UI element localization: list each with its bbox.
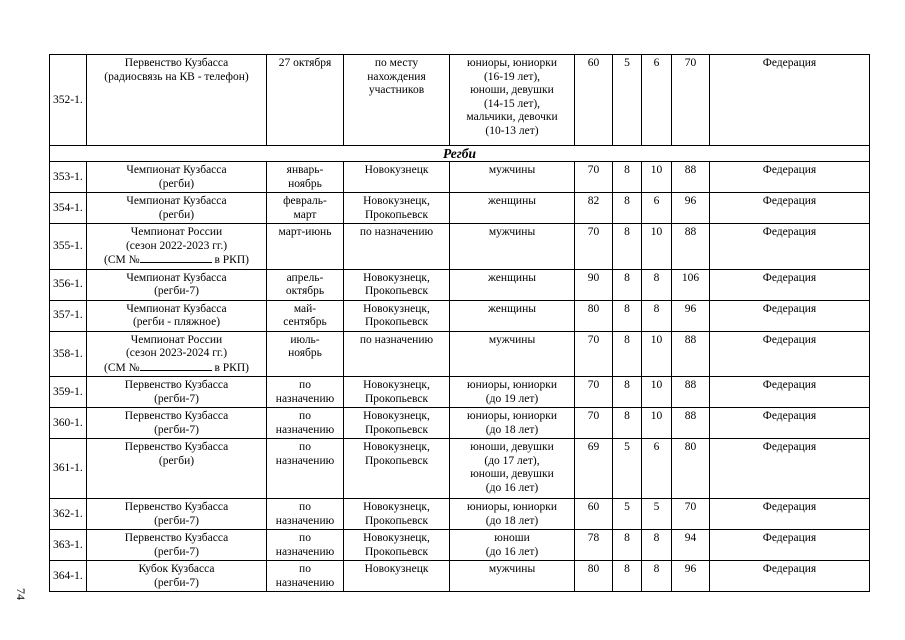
count-sum-cell: 88: [672, 162, 710, 193]
table-row: [50, 162, 870, 193]
event-place-cell: Новокузнецк, Прокопьевск: [344, 530, 450, 561]
table-row: [50, 55, 870, 146]
cm-prefix: (СМ №: [104, 254, 140, 266]
event-date-cell: по назначению: [267, 439, 344, 499]
row-number-cell: 352-1.: [50, 55, 87, 146]
organizer-cell: Федерация: [710, 408, 870, 439]
event-name-cell: Чемпионат Кузбасса (регби): [87, 162, 267, 193]
count-judges-cell: 8: [613, 269, 642, 300]
count-judges-cell: 8: [613, 193, 642, 224]
count-sum-cell: 88: [672, 331, 710, 377]
count-total-cell: 69: [575, 439, 613, 499]
organizer-cell: Федерация: [710, 377, 870, 408]
participants-cell: юниоры, юниорки (до 18 лет): [450, 408, 575, 439]
table-row: [50, 439, 870, 499]
count-total-cell: 78: [575, 530, 613, 561]
participants-cell: женщины: [450, 300, 575, 331]
table-row: [50, 269, 870, 300]
organizer-cell: Федерация: [710, 162, 870, 193]
row-number-cell: 363-1.: [50, 530, 87, 561]
event-date-cell: по назначению: [267, 408, 344, 439]
count-sum-cell: 80: [672, 439, 710, 499]
event-place-cell: Новокузнецк, Прокопьевск: [344, 269, 450, 300]
count-staff-cell: 10: [642, 224, 672, 270]
event-name-cell: Первенство Кузбасса (регби-7): [87, 530, 267, 561]
event-name-cell: Кубок Кузбасса (регби-7): [87, 561, 267, 592]
event-place-cell: Новокузнецк, Прокопьевск: [344, 499, 450, 530]
row-number-cell: 355-1.: [50, 224, 87, 270]
count-total-cell: 80: [575, 561, 613, 592]
count-staff-cell: 8: [642, 561, 672, 592]
count-judges-cell: 5: [613, 499, 642, 530]
cm-number-blank: [140, 253, 212, 263]
event-name-cell: Чемпионат Кузбасса (регби-7): [87, 269, 267, 300]
count-staff-cell: 6: [642, 55, 672, 146]
event-name-text: Чемпионат России (сезон 2023-2024 гг.): [125, 333, 228, 359]
participants-cell: мужчины: [450, 331, 575, 377]
table-row: [50, 331, 870, 377]
count-judges-cell: 8: [613, 162, 642, 193]
count-total-cell: 70: [575, 408, 613, 439]
count-sum-cell: 70: [672, 55, 710, 146]
participants-cell: юноши (до 16 лет): [450, 530, 575, 561]
organizer-cell: Федерация: [710, 269, 870, 300]
event-date-cell: март-июнь: [267, 224, 344, 270]
event-name-cell: Чемпионат Кузбасса (регби - пляжное): [87, 300, 267, 331]
page-number: 74: [14, 588, 28, 600]
count-judges-cell: 8: [613, 300, 642, 331]
table-row: [50, 193, 870, 224]
cm-suffix: в РКП): [214, 254, 249, 266]
participants-cell: юниоры, юниорки (до 19 лет): [450, 377, 575, 408]
event-place-cell: по месту нахождения участников: [344, 55, 450, 146]
table-row: [50, 224, 870, 270]
cm-suffix: в РКП): [214, 361, 249, 374]
row-number-cell: 356-1.: [50, 269, 87, 300]
organizer-cell: Федерация: [710, 561, 870, 592]
count-staff-cell: 10: [642, 408, 672, 439]
event-date-cell: май- сентябрь: [267, 300, 344, 331]
count-judges-cell: 8: [613, 561, 642, 592]
event-name-cell: Первенство Кузбасса (регби-7): [87, 499, 267, 530]
row-number-cell: 353-1.: [50, 162, 87, 193]
count-staff-cell: 8: [642, 300, 672, 331]
participants-cell: мужчины: [450, 561, 575, 592]
participants-cell: женщины: [450, 193, 575, 224]
participants-cell: мужчины: [450, 224, 575, 270]
event-place-cell: по назначению: [344, 224, 450, 270]
cm-number-blank: [140, 361, 212, 371]
participants-cell: женщины: [450, 269, 575, 300]
count-sum-cell: 88: [672, 377, 710, 408]
count-sum-cell: 96: [672, 561, 710, 592]
count-sum-cell: 96: [672, 193, 710, 224]
count-judges-cell: 8: [613, 331, 642, 377]
event-date-cell: февраль- март: [267, 193, 344, 224]
count-judges-cell: 5: [613, 55, 642, 146]
event-date-cell: 27 октября: [267, 55, 344, 146]
organizer-cell: Федерация: [710, 300, 870, 331]
count-judges-cell: 8: [613, 530, 642, 561]
event-place-cell: Новокузнецк, Прокопьевск: [344, 408, 450, 439]
participants-cell: юниоры, юниорки (до 18 лет): [450, 499, 575, 530]
event-place-cell: Новокузнецк, Прокопьевск: [344, 300, 450, 331]
count-total-cell: 60: [575, 55, 613, 146]
table-row: [50, 530, 870, 561]
event-name-cell: Первенство Кузбасса (регби-7): [87, 408, 267, 439]
count-judges-cell: 8: [613, 408, 642, 439]
event-date-cell: по назначению: [267, 377, 344, 408]
organizer-cell: Федерация: [710, 530, 870, 561]
event-name-text: Чемпионат России (сезон 2022-2023 гг.): [125, 226, 228, 252]
row-number-cell: 359-1.: [50, 377, 87, 408]
count-staff-cell: 6: [642, 439, 672, 499]
event-place-cell: Новокузнецк, Прокопьевск: [344, 377, 450, 408]
organizer-cell: Федерация: [710, 499, 870, 530]
count-total-cell: 80: [575, 300, 613, 331]
count-total-cell: 82: [575, 193, 613, 224]
count-total-cell: 70: [575, 224, 613, 270]
event-date-cell: по назначению: [267, 530, 344, 561]
organizer-cell: Федерация: [710, 224, 870, 270]
table-body: [50, 55, 870, 592]
event-name-cell: Первенство Кузбасса (регби): [87, 439, 267, 499]
event-name-cell: Первенство Кузбасса (регби-7): [87, 377, 267, 408]
cm-prefix: (СМ №: [104, 361, 140, 374]
section-title: Регби: [50, 146, 870, 162]
count-staff-cell: 8: [642, 530, 672, 561]
count-staff-cell: 5: [642, 499, 672, 530]
organizer-cell: Федерация: [710, 55, 870, 146]
event-date-cell: по назначению: [267, 561, 344, 592]
organizer-cell: Федерация: [710, 439, 870, 499]
event-name-cell: [87, 224, 267, 270]
table-row: [50, 300, 870, 331]
participants-cell: мужчины: [450, 162, 575, 193]
participants-cell: юноши, девушки (до 17 лет), юноши, девушки (до 16 лет): [450, 439, 575, 499]
count-judges-cell: 8: [613, 377, 642, 408]
count-sum-cell: 88: [672, 224, 710, 270]
count-total-cell: 70: [575, 377, 613, 408]
event-date-cell: январь- ноябрь: [267, 162, 344, 193]
event-place-cell: Новокузнецк, Прокопьевск: [344, 439, 450, 499]
event-date-cell: апрель- октябрь: [267, 269, 344, 300]
event-date-cell: июль- ноябрь: [267, 331, 344, 377]
count-staff-cell: 10: [642, 162, 672, 193]
event-place-cell: Новокузнецк: [344, 561, 450, 592]
event-name-cell: Чемпионат Кузбасса (регби): [87, 193, 267, 224]
row-number-cell: 360-1.: [50, 408, 87, 439]
count-sum-cell: 96: [672, 300, 710, 331]
table-row: [50, 377, 870, 408]
organizer-cell: Федерация: [710, 193, 870, 224]
count-total-cell: 90: [575, 269, 613, 300]
count-judges-cell: 8: [613, 224, 642, 270]
row-number-cell: 364-1.: [50, 561, 87, 592]
table-row: [50, 499, 870, 530]
count-sum-cell: 94: [672, 530, 710, 561]
event-place-cell: Новокузнецк, Прокопьевск: [344, 193, 450, 224]
table-row: [50, 408, 870, 439]
row-number-cell: 357-1.: [50, 300, 87, 331]
organizer-cell: Федерация: [710, 331, 870, 377]
count-total-cell: 70: [575, 331, 613, 377]
table-row: [50, 561, 870, 592]
section-header-row: [50, 146, 870, 162]
row-number-cell: 358-1.: [50, 331, 87, 377]
count-total-cell: 70: [575, 162, 613, 193]
count-sum-cell: 88: [672, 408, 710, 439]
count-staff-cell: 10: [642, 331, 672, 377]
count-sum-cell: 106: [672, 269, 710, 300]
count-staff-cell: 8: [642, 269, 672, 300]
count-staff-cell: 6: [642, 193, 672, 224]
participants-cell: юниоры, юниорки (16-19 лет), юноши, девушки (14-15 лет), мальчики, девочки (10-13 лет): [450, 55, 575, 146]
row-number-cell: 354-1.: [50, 193, 87, 224]
event-place-cell: Новокузнецк: [344, 162, 450, 193]
event-place-cell: по назначению: [344, 331, 450, 377]
event-name-cell: Первенство Кузбасса (радиосвязь на КВ - телефон): [87, 55, 267, 146]
count-judges-cell: 5: [613, 439, 642, 499]
count-sum-cell: 70: [672, 499, 710, 530]
row-number-cell: 361-1.: [50, 439, 87, 499]
count-total-cell: 60: [575, 499, 613, 530]
event-name-cell: [87, 331, 267, 377]
event-date-cell: по назначению: [267, 499, 344, 530]
row-number-cell: 362-1.: [50, 499, 87, 530]
count-staff-cell: 10: [642, 377, 672, 408]
events-table: [49, 54, 870, 592]
